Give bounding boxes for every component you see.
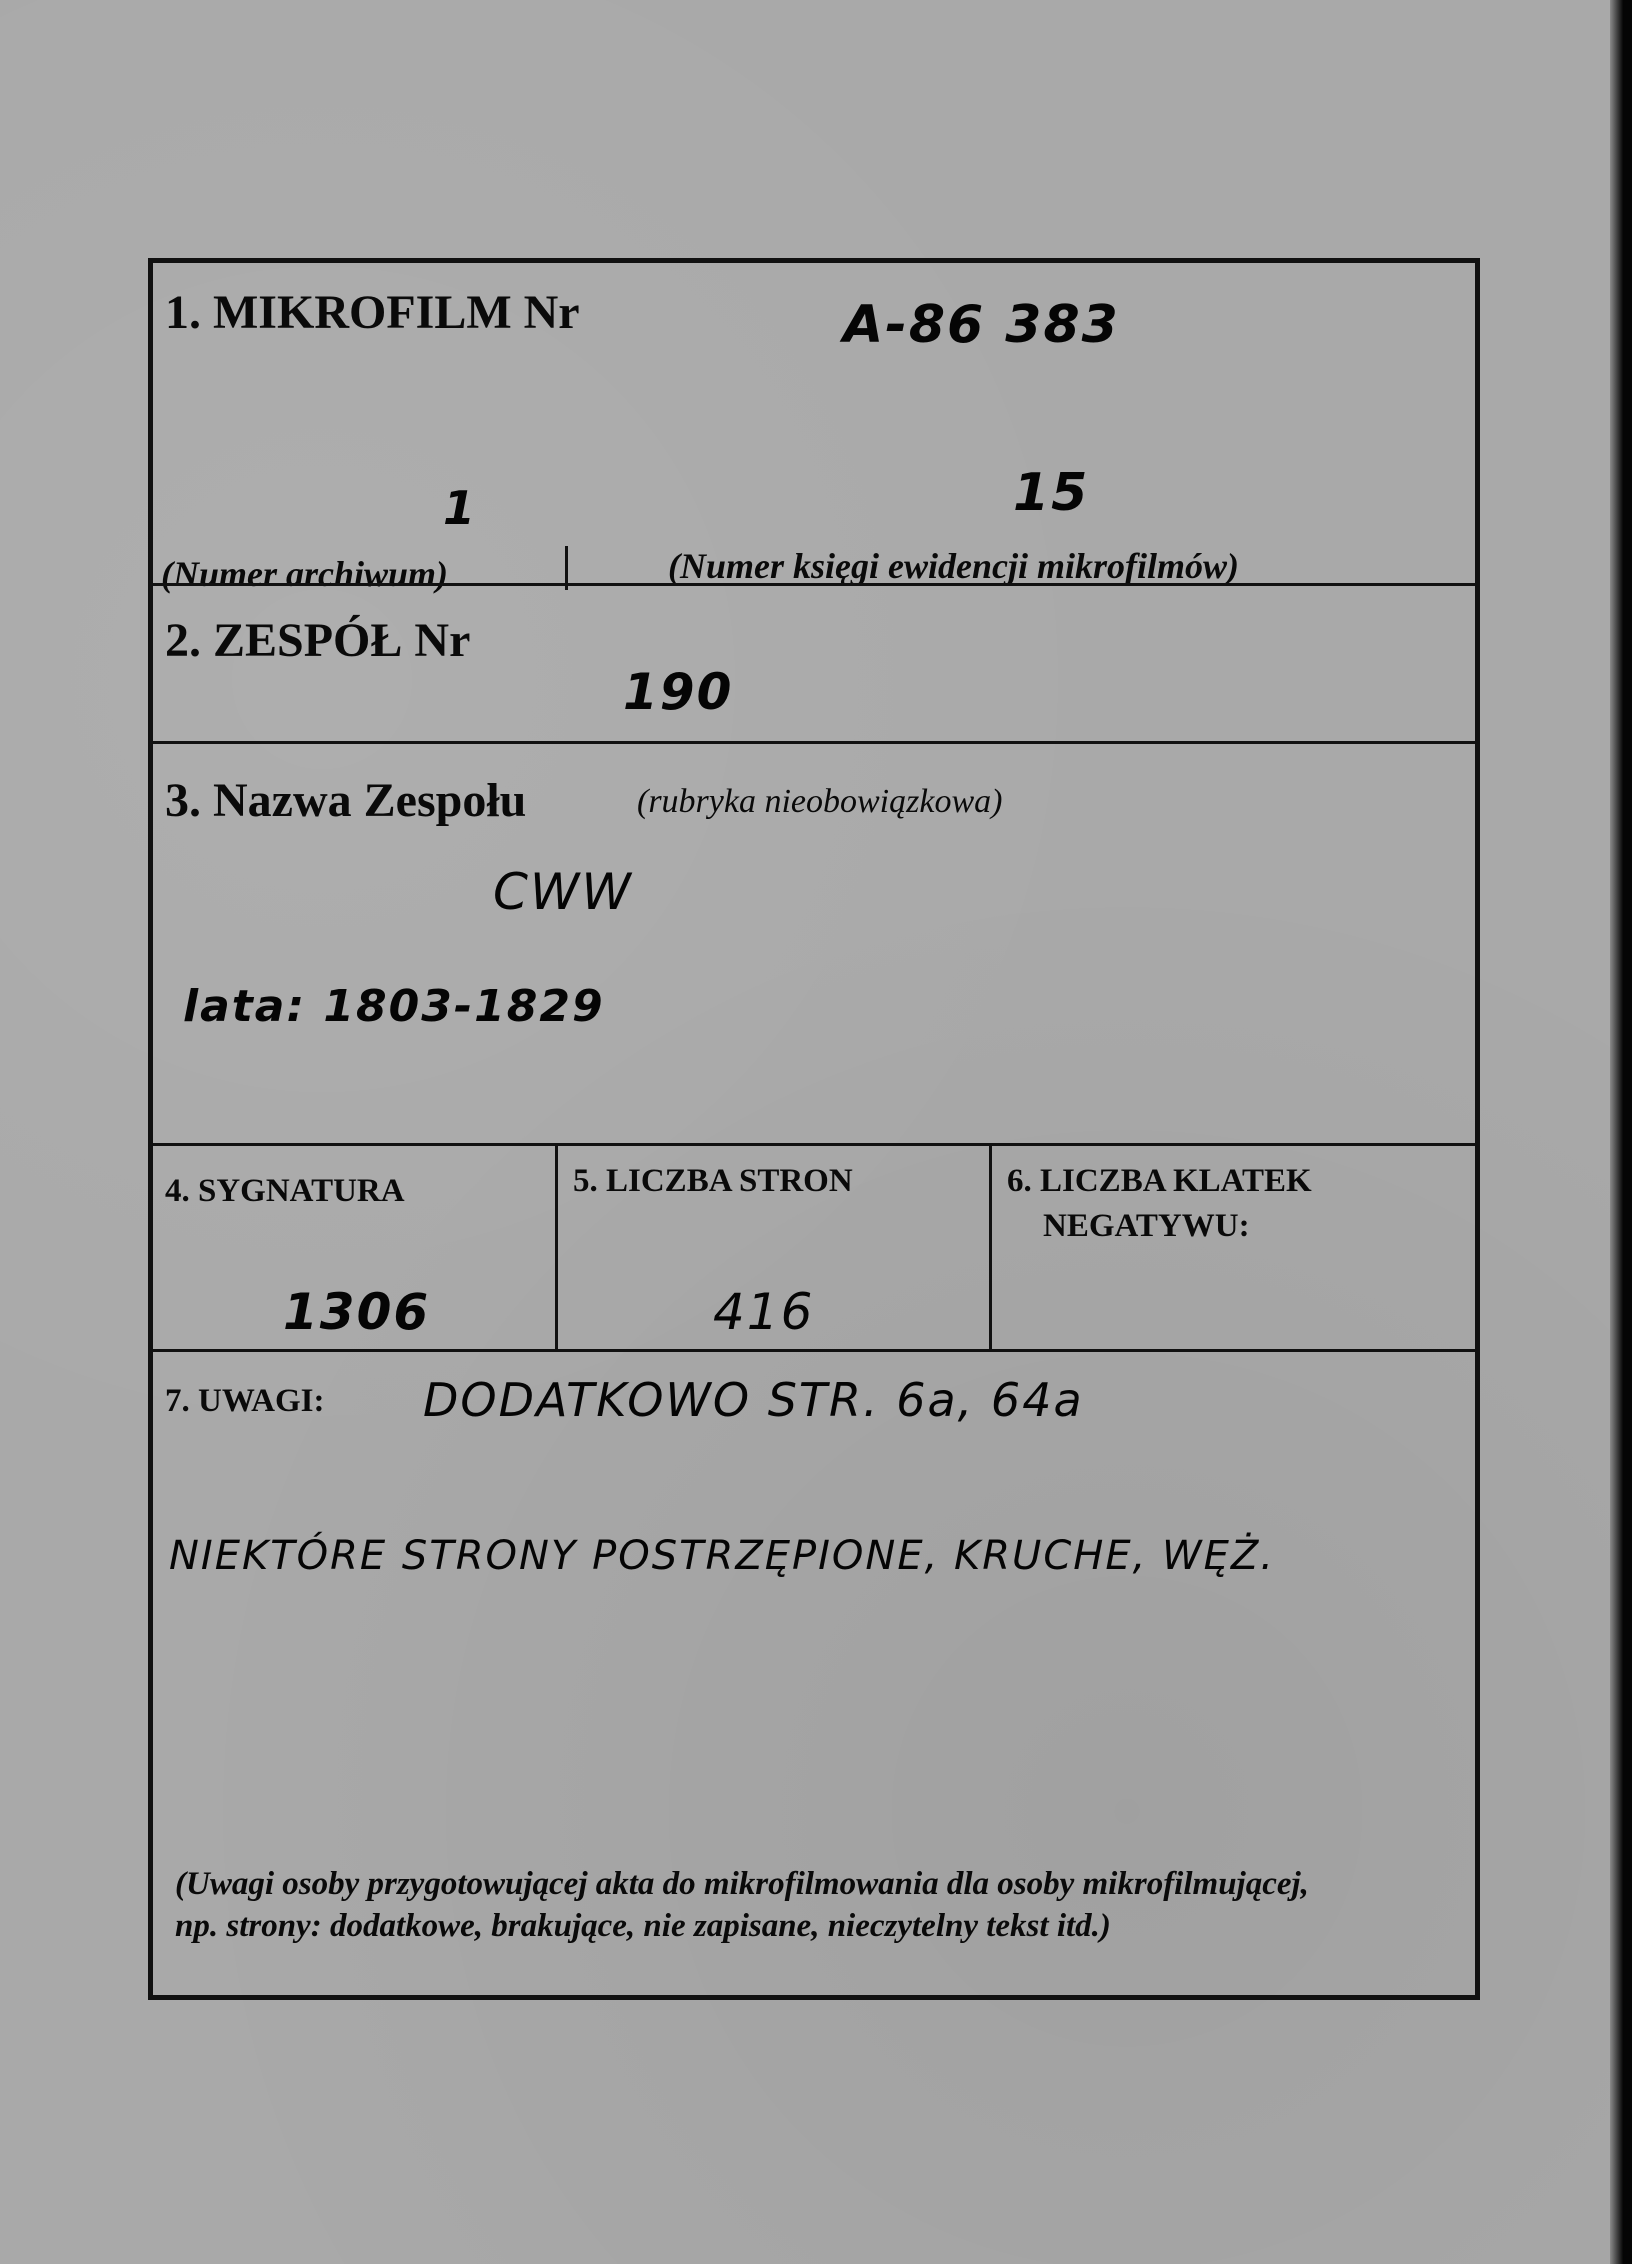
divider-2	[153, 741, 1475, 744]
column-divider-2	[989, 1143, 992, 1349]
field7-value-line1: DODATKOWO STR. 6a, 64a	[423, 1373, 1084, 1427]
register-number-value: 15	[1013, 463, 1090, 523]
film-edge	[1610, 0, 1632, 2264]
field7-label: 7. UWAGI:	[165, 1383, 325, 1419]
register-number-caption: (Numer księgi ewidencji mikrofilmów)	[668, 546, 1239, 586]
field5-label: 5. LICZBA STRON	[573, 1163, 853, 1199]
field3-value-line2: lata: 1803-1829	[183, 981, 605, 1032]
footnote-line1: (Uwagi osoby przygotowującej akta do mikrofilmowania dla osoby mikrofilmującej,	[175, 1866, 1309, 1902]
divider-1	[153, 583, 1475, 586]
footnote-line2: np. strony: dodatkowe, brakujące, nie zapisane, nieczytelny tekst itd.)	[175, 1908, 1111, 1944]
divider-4	[153, 1349, 1475, 1352]
field6-label-line1: 6. LICZBA KLATEK	[1007, 1163, 1312, 1199]
column-divider-1	[555, 1143, 558, 1349]
field7-value-line2: NIEKTÓRE STRONY POSTRZĘPIONE, KRUCHE, WĘŻ.	[169, 1533, 1275, 1579]
field2-value: 190	[623, 663, 734, 721]
field1-label: 1. MIKROFILM Nr	[165, 286, 580, 339]
field3-optional-note: (rubryka nieobowiązkowa)	[637, 783, 1003, 820]
field1-value: A-86 383	[843, 295, 1120, 355]
microfilm-record-card	[148, 258, 1480, 2000]
field2-label: 2. ZESPÓŁ Nr	[165, 614, 471, 667]
field3-value-line1: CWW	[493, 863, 633, 921]
footnote	[175, 1863, 1309, 1947]
field3-label: 3. Nazwa Zespołu	[165, 774, 527, 827]
field4-value: 1306	[283, 1283, 431, 1341]
field4-label: 4. SYGNATURA	[165, 1173, 405, 1209]
field6-label-line2: NEGATYWU:	[1043, 1208, 1250, 1244]
archive-number-caption: (Numer archiwum)	[161, 554, 449, 594]
divider-3	[153, 1143, 1475, 1146]
field5-value: 416	[713, 1283, 815, 1341]
archive-number-value: 1	[443, 481, 478, 535]
